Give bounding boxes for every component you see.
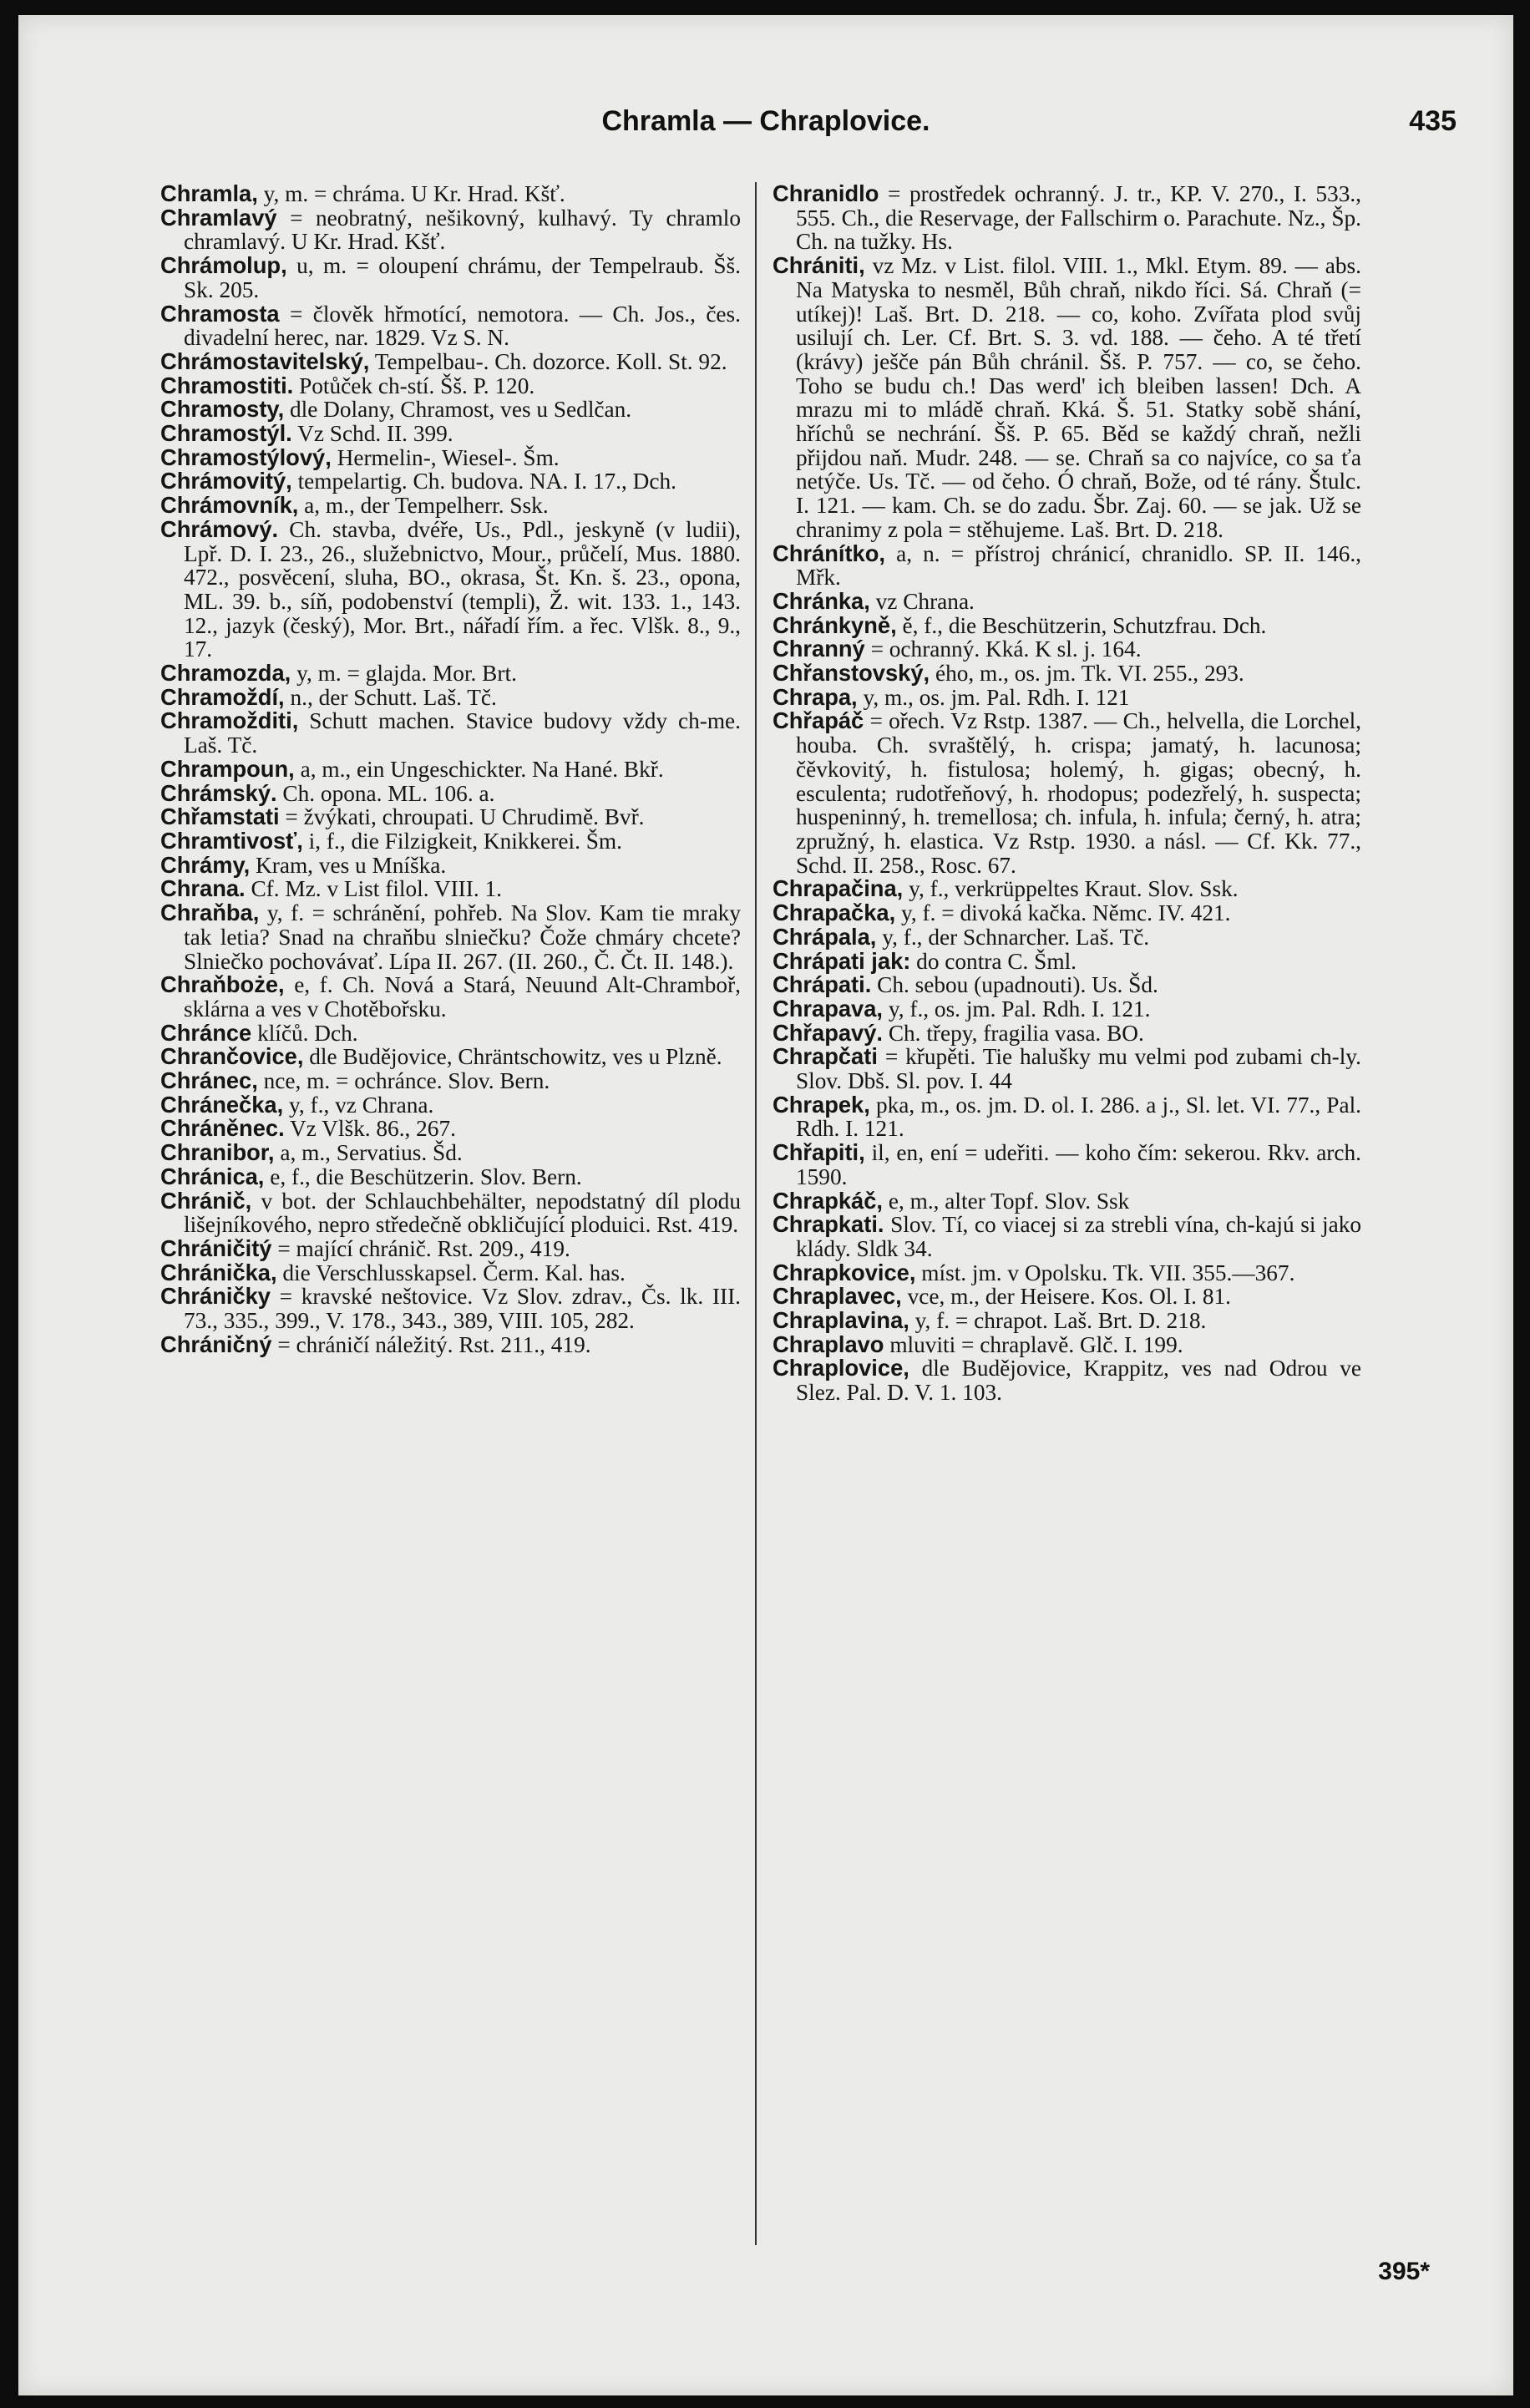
entry-definition: nce, m. = ochránce. Slov. Bern. xyxy=(263,1068,550,1094)
entry-definition: Slov. Tí, co viacej si za strebli vína, ch-kajú si jako klády. Sldk 34. xyxy=(796,1212,1361,1261)
entry-headword: Chrámostavitelský, xyxy=(160,347,370,374)
dictionary-entry xyxy=(160,901,741,973)
entry-definition: klíčů. Dch. xyxy=(257,1020,358,1046)
entry-definition: y, m. = glajda. Mor. Brt. xyxy=(296,661,517,687)
left-column xyxy=(160,182,741,1356)
entry-definition: u, m. = oloupení chrámu, der Tempelraub. Šš. Sk. 205. xyxy=(184,253,741,302)
entry-definition: Ch. sebou (upadnouti). Us. Šd. xyxy=(877,972,1158,998)
entry-headword: Chráničitý xyxy=(160,1234,272,1261)
header-title: Chramla — Chraplovice. xyxy=(601,105,930,137)
dictionary-entry xyxy=(160,302,741,350)
entry-definition: y, f., os. jm. Pal. Rdh. I. 121. xyxy=(888,996,1151,1021)
dictionary-entry xyxy=(773,1261,1361,1285)
dictionary-entry xyxy=(773,254,1361,541)
dictionary-entry xyxy=(773,1285,1361,1309)
entry-headword: Chrapačina, xyxy=(773,875,904,902)
entry-headword: Chřamstati xyxy=(160,804,280,830)
entry-headword: Chrámovitý, xyxy=(160,468,292,494)
dictionary-entry xyxy=(773,1021,1361,1046)
entry-definition: = žvýkati, chroupati. U Chrudimě. Bvř. xyxy=(285,804,645,830)
entry-definition: a, m., der Tempelherr. Ssk. xyxy=(304,493,549,519)
entry-headword: Chrapava, xyxy=(773,995,883,1021)
entry-definition: y, f., vz Chrana. xyxy=(289,1092,434,1118)
dictionary-entry xyxy=(160,1069,741,1093)
entry-headword: Chránka, xyxy=(773,587,870,614)
entry-headword: Chrapkati. xyxy=(773,1211,884,1238)
entry-definition: Schutt machen. Stavice budovy vždy ch-me. Laš. Tč. xyxy=(184,708,741,758)
dictionary-entry xyxy=(773,877,1361,901)
dictionary-entry xyxy=(160,1141,741,1165)
entry-headword: Chrápati jak: xyxy=(773,947,911,974)
entry-definition: vz Chrana. xyxy=(875,588,975,614)
entry-definition: dle Dolany, Chramost, ves u Sedlčan. xyxy=(289,397,632,423)
entry-headword: Chranný xyxy=(773,636,865,662)
dictionary-entry xyxy=(773,1189,1361,1214)
dictionary-entry xyxy=(160,973,741,1021)
entry-headword: Chramostiti. xyxy=(160,372,294,398)
entry-headword: Chraplavec, xyxy=(773,1283,902,1310)
dictionary-entry xyxy=(773,1093,1361,1141)
entry-headword: Chramtivosť, xyxy=(160,827,303,854)
entry-headword: Chraplavo xyxy=(773,1331,884,1357)
entry-definition: Ch. třepy, fragilia vasa. BO. xyxy=(888,1020,1144,1046)
entry-definition: vce, m., der Heisere. Kos. Ol. I. 81. xyxy=(907,1284,1231,1310)
entry-headword: Chramozda, xyxy=(160,660,291,687)
entry-definition: Hermelin-, Wiesel-. Šm. xyxy=(337,444,560,470)
entry-definition: y, f. = schránění, pohřeb. Na Slov. Kam tie mraky tak letia? Snad na chraňbu slniečku? Čože chmáry chcete? Slniečko pochovávať. Lípa II. 267. (II. 260., Č. Čt. II. 148.). xyxy=(184,900,741,974)
entry-headword: Chrápati. xyxy=(773,971,872,998)
entry-headword: Chránec, xyxy=(160,1067,258,1094)
right-column xyxy=(773,182,1361,1405)
entry-headword: Chřapavý. xyxy=(773,1019,883,1046)
entry-headword: Chrančovice, xyxy=(160,1043,304,1070)
entry-headword: Chrámy, xyxy=(160,851,251,878)
entry-definition: i, f., die Filzigkeit, Knikkerei. Šm. xyxy=(308,828,622,854)
dictionary-entry xyxy=(773,1356,1361,1404)
page-number: 435 xyxy=(1409,105,1457,137)
entry-definition: Ch. stavba, dvéře, Us., Pdl., jeskyně (v ludii), Lpř. D. I. 23., 26., služebnictvo, Mour., průčelí, Mus. 1880. 472., posvěcení, sluha, BO., okrasa, Št. Kn. š. 23., opona, ML. 39. b., síň, podobenství (templi), Ž. wit. 133. 1., 143. 12., jazyk (český), Mor. Brt., nářadí řím. a řec. Vlšk. 8., 9., 17. xyxy=(184,516,741,662)
dictionary-entry xyxy=(160,398,741,422)
entry-definition: ého, m., os. jm. Tk. VI. 255., 293. xyxy=(935,661,1244,687)
dictionary-entry xyxy=(160,422,741,446)
entry-definition: Ch. opona. ML. 106. a. xyxy=(282,780,495,806)
entry-headword: Chrapa, xyxy=(773,683,858,710)
entry-definition: pka, m., os. jm. D. ol. I. 286. a j., Sl. let. VI. 77., Pal. Rdh. I. 121. xyxy=(796,1092,1362,1142)
entry-headword: Chránečka, xyxy=(160,1091,284,1118)
entry-definition: = člověk hřmotící, nemotora. — Ch. Jos., čes. divadelní herec, nar. 1829. Vz S. N. xyxy=(184,301,741,351)
dictionary-entry xyxy=(160,1021,741,1046)
dictionary-entry xyxy=(160,1333,741,1357)
dictionary-entry xyxy=(160,446,741,470)
entry-headword: Chraňboże, xyxy=(160,971,285,998)
dictionary-entry xyxy=(160,254,741,302)
entry-headword: Chranidlo xyxy=(773,180,879,206)
entry-headword: Chránica, xyxy=(160,1163,265,1189)
entry-headword: Chramosta xyxy=(160,300,280,327)
entry-definition: dle Budějovice, Krappitz, ves nad Odrou ve Slez. Pal. D. V. 1. 103. xyxy=(796,1356,1361,1406)
column-divider xyxy=(755,182,757,2245)
entry-definition: e, m., alter Topf. Slov. Ssk xyxy=(888,1188,1130,1214)
dictionary-entry xyxy=(160,1234,741,1261)
entry-headword: Chřanstovský, xyxy=(773,660,930,687)
dictionary-entry xyxy=(160,851,741,878)
dictionary-entry xyxy=(160,1165,741,1189)
dictionary-entry xyxy=(160,709,741,757)
entry-headword: Chrana. xyxy=(160,875,246,902)
entry-headword: Chrániti, xyxy=(773,252,865,279)
entry-headword: Chraňba, xyxy=(160,900,260,926)
dictionary-entry xyxy=(773,611,1361,638)
entry-definition: y, f., verkrüppeltes Kraut. Slov. Ssk. xyxy=(909,876,1239,902)
entry-definition: a, m., ein Ungeschickter. Na Hané. Bkř. xyxy=(300,756,664,782)
entry-headword: Chrapek, xyxy=(773,1091,870,1118)
dictionary-entry xyxy=(773,947,1361,974)
dictionary-entry xyxy=(773,1213,1361,1260)
dictionary-entry xyxy=(773,1333,1361,1357)
entry-definition: e, f. Ch. Nová a Stará, Neuund Alt-Chramboř, sklárna a ves v Chotěbořsku. xyxy=(184,972,741,1021)
entry-headword: Chramosty, xyxy=(160,396,285,423)
entry-definition: tempelartig. Ch. budova. NA. I. 17., Dch. xyxy=(297,469,676,494)
running-header xyxy=(18,105,1513,155)
dictionary-page xyxy=(18,15,1513,2395)
entry-headword: Chrámovník, xyxy=(160,492,299,519)
entry-headword: Chramožditi, xyxy=(160,707,299,734)
dictionary-entry xyxy=(160,206,741,254)
dictionary-entry xyxy=(160,374,741,398)
dictionary-entry xyxy=(160,1189,741,1237)
entry-definition: = kravské neštovice. Vz Slov. zdrav., Čs. lk. III. 73., 335., 399., V. 178., 343., 389, VIII. 105, 282. xyxy=(184,1284,741,1334)
entry-headword: Chráničky xyxy=(160,1283,271,1310)
dictionary-entry xyxy=(160,1261,741,1285)
entry-headword: Chramostýl. xyxy=(160,420,292,447)
dictionary-entry xyxy=(773,637,1361,662)
dictionary-entry xyxy=(773,925,1361,950)
entry-definition: vz Mz. v List. filol. VIII. 1., Mkl. Etym. 89. — abs. Na Matyska to nesměl, Bůh chraň, nikdo říci. Sá. Chraň (= utíkej)! Laš. Brt. D. 218. — co, koho. Zvířata plod svůj usilují ch. Ler. Cf. Brt. S. 3. vd. 188. — čeho. A té třetí (krávy) ješče pán Bůh chránil. Šš. P. 757. — co, se čeho. Toho se budu ch.! Das werd' ich bleiben lassen! Dch. A mrazu mi to mládě chraň. Kká. Š. 51. Statky sobě shání, hříchů se nechrání. Šš. P. 65. Běd se každý chraň, nežli přijdou naň. Mudr. 248. — se. Chraň sa co najvíce, co sa ťa netýče. Us. Tč. — od čeho. Ó chraň, Bože, od té rány. Štulc. I. 121. — kam. Ch. se do zadu. Šbr. Zaj. 60. — se jak. Už se chranimy z pola = stěhujeme. Laš. Brt. D. 218. xyxy=(796,253,1362,542)
entry-headword: Chrapkáč, xyxy=(773,1187,883,1214)
dictionary-entry xyxy=(160,1285,741,1332)
entry-definition: = mající chránič. Rst. 209., 419. xyxy=(277,1235,570,1261)
entry-definition: y, m. = chráma. U Kr. Hrad. Kšť. xyxy=(263,181,565,206)
dictionary-entry xyxy=(160,829,741,854)
entry-definition: y, f. = chrapot. Laš. Brt. D. 218. xyxy=(914,1308,1207,1334)
entry-definition: Potůček ch-stí. Šš. P. 120. xyxy=(299,373,535,398)
dictionary-entry xyxy=(160,779,741,806)
entry-definition: = křupěti. Tie halušky mu velmi pod zubami ch-ly. Slov. Dbš. Sl. pov. I. 44 xyxy=(796,1044,1361,1094)
entry-headword: Chrapačka, xyxy=(773,900,896,926)
dictionary-entry xyxy=(160,494,741,518)
entry-headword: Chrapkovice, xyxy=(773,1259,916,1285)
dictionary-entry xyxy=(773,587,1361,614)
entry-headword: Chrampoun, xyxy=(160,755,295,782)
entry-definition: = prostředek ochranný. J. tr., KP. V. 270., I. 533., 555. Ch., die Reservage, der Fallschirm o. Parachute. Nz., Šp. Ch. na tužky. Hs. xyxy=(796,181,1361,255)
dictionary-entry xyxy=(773,901,1361,925)
dictionary-entry xyxy=(773,1141,1361,1189)
entry-definition: míst. jm. v Opolsku. Tk. VII. 355.—367. xyxy=(921,1260,1295,1285)
entry-definition: = ořech. Vz Rstp. 1387. — Ch., helvella, die Lorchel, houba. Ch. svraštělý, h. crispa; jamatý, h. lacunosa; čěvkovitý, h. fistulosa; holemý, h. gigas; obecný, h. esculenta; rudotřeňový, h. rhodopus; podezřelý, h. suspecta; huspeninný, h. tremellosa; ch. infula, h. infula; černý, h. atra; zpružný, h. elastica. Vz Rstp. 1930. a násl. — Cf. Kk. 77., Schd. II. 258., Rosc. 67. xyxy=(796,708,1362,878)
entry-headword: Chramla, xyxy=(160,180,258,206)
entry-headword: Chramostýlový, xyxy=(160,444,332,470)
entry-definition: v bot. der Schlauchbehälter, nepodstatný díl plodu lišejníkového, nepro středečně obkličující ploduici. Rst. 419. xyxy=(184,1188,741,1238)
entry-headword: Chranibor, xyxy=(160,1139,275,1166)
dictionary-entry xyxy=(773,683,1361,710)
entry-definition: il, en, ení = udeřiti. — koho čím: sekerou. Rkv. arch. 1590. xyxy=(796,1140,1361,1189)
entry-definition: e, f., die Beschützerin. Slov. Bern. xyxy=(270,1163,582,1189)
entry-definition: Vz Vlšk. 86., 267. xyxy=(290,1116,456,1142)
entry-definition: n., der Schutt. Laš. Tč. xyxy=(290,684,497,710)
entry-definition: y, f., der Schnarcher. Laš. Tč. xyxy=(882,924,1150,950)
dictionary-entry xyxy=(160,515,741,662)
entry-headword: Chránce xyxy=(160,1019,252,1046)
dictionary-entry xyxy=(160,182,741,206)
dictionary-entry xyxy=(773,542,1361,590)
entry-headword: Chřapáč xyxy=(773,707,864,734)
entry-definition: = neobratný, nešikovný, kulhavý. Ty chramlo chramlavý. U Kr. Hrad. Kšť. xyxy=(184,205,741,255)
signature-mark: 395* xyxy=(1378,2258,1430,2285)
entry-definition: dle Budějovice, Chräntschowitz, ves u Plzně. xyxy=(309,1044,722,1070)
entry-definition: Tempelbau-. Ch. dozorce. Koll. St. 92. xyxy=(374,348,727,374)
entry-headword: Chránička, xyxy=(160,1259,277,1285)
entry-definition: die Verschlusskapsel. Čerm. Kal. has. xyxy=(282,1260,626,1285)
entry-headword: Chřapiti, xyxy=(773,1139,865,1166)
entry-headword: Chrapčati xyxy=(773,1043,878,1070)
dictionary-entry xyxy=(160,1045,741,1069)
dictionary-entry xyxy=(773,997,1361,1021)
dictionary-entry xyxy=(773,662,1361,686)
dictionary-entry xyxy=(160,1117,741,1141)
entry-definition: = ochranný. Kká. K sl. j. 164. xyxy=(870,636,1142,662)
entry-headword: Chránič, xyxy=(160,1187,252,1214)
entry-definition: Cf. Mz. v List filol. VIII. 1. xyxy=(251,876,502,902)
entry-definition: a, m., Servatius. Šd. xyxy=(280,1140,463,1166)
dictionary-entry xyxy=(773,1045,1361,1092)
entry-headword: Chrápala, xyxy=(773,923,877,950)
entry-headword: Chramlavý xyxy=(160,204,277,231)
entry-definition: = chráničí náležitý. Rst. 211., 419. xyxy=(277,1331,591,1357)
entry-headword: Chraplovice, xyxy=(773,1355,909,1381)
dictionary-entry xyxy=(160,469,741,494)
dictionary-entry xyxy=(773,1309,1361,1333)
dictionary-entry xyxy=(773,709,1361,877)
entry-definition: Kram, ves u Mníška. xyxy=(256,852,447,878)
dictionary-entry xyxy=(160,877,741,901)
dictionary-entry xyxy=(773,182,1361,254)
entry-headword: Chraplavina, xyxy=(773,1307,909,1334)
entry-definition: a, n. = přístroj chránicí, chranidlo. SP. II. 146., Mřk. xyxy=(796,540,1361,591)
entry-definition: ě, f., die Beschützerin, Schutzfrau. Dch. xyxy=(902,612,1267,638)
entry-headword: Chránkyně, xyxy=(773,611,897,638)
entry-headword: Chrámový. xyxy=(160,515,279,542)
dictionary-entry xyxy=(160,1093,741,1118)
entry-headword: Chrámolup, xyxy=(160,252,287,279)
entry-headword: Chramoždí, xyxy=(160,683,285,710)
dictionary-entry xyxy=(160,347,741,374)
entry-headword: Chránítko, xyxy=(773,540,885,566)
entry-headword: Chráničný xyxy=(160,1331,272,1357)
dictionary-entry xyxy=(160,755,741,782)
dictionary-entry xyxy=(160,662,741,686)
dictionary-entry xyxy=(160,805,741,829)
entry-definition: y, m., os. jm. Pal. Rdh. I. 121 xyxy=(863,684,1130,710)
entry-definition: y, f. = divoká kačka. Němc. IV. 421. xyxy=(901,900,1231,926)
entry-definition: do contra C. Šml. xyxy=(916,948,1077,974)
dictionary-entry xyxy=(160,683,741,710)
dictionary-entry xyxy=(773,973,1361,997)
entry-headword: Chráněnec. xyxy=(160,1115,285,1142)
entry-definition: Vz Schd. II. 399. xyxy=(297,421,453,447)
entry-headword: Chrámský. xyxy=(160,779,277,806)
entry-definition: mluviti = chraplavě. Glč. I. 199. xyxy=(889,1331,1183,1357)
